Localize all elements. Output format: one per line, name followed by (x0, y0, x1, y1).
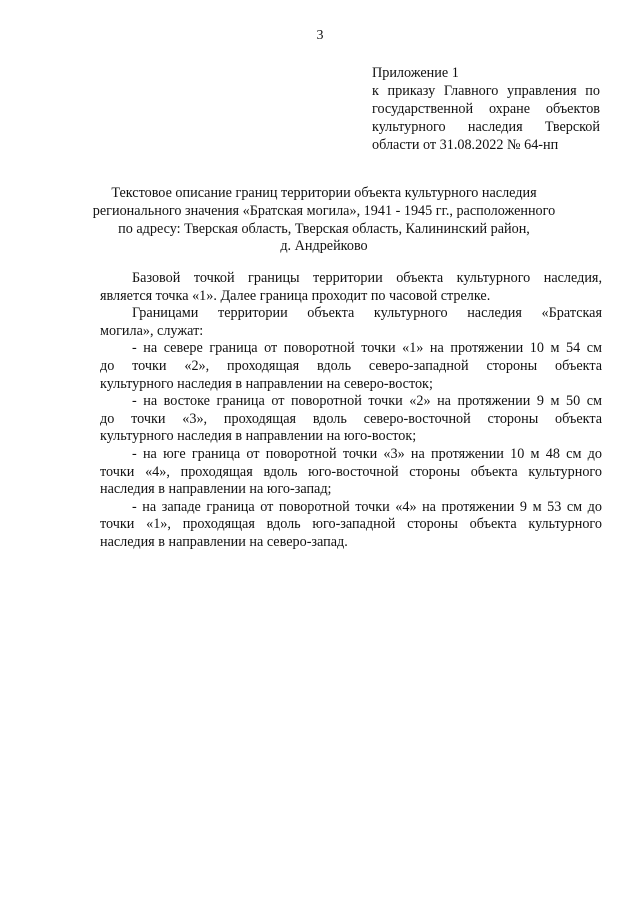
appendix-header (372, 64, 600, 154)
page-number: 3 (316, 28, 324, 43)
title-line: регионального значения «Братская могила», 1941 - 1945 гг., расположенного (92, 202, 556, 219)
body-line: - на западе граница от поворотной точки «4» на протяжении 9 м 53 см до (132, 498, 602, 515)
body-line: точки «1», проходящая вдоль юго-западной стороны объекта культурного (100, 516, 602, 533)
body-line: могила», служат: (100, 322, 204, 339)
document-body (100, 270, 602, 552)
body-line: Границами территории объекта культурного наследия «Братская (132, 305, 602, 322)
appendix-line: Приложение 1 (372, 65, 459, 81)
title-line: д. Андрейково (280, 238, 368, 255)
body-line: - на юге граница от поворотной точки «3» на протяжении 10 м 48 см до (132, 445, 602, 462)
body-line: наследия в направлении на северо-запад. (100, 533, 348, 550)
appendix-line: культурного наследия Тверской (372, 119, 600, 135)
body-line: является точка «1». Далее граница проходит по часовой стрелке. (100, 287, 491, 304)
body-line: - на востоке граница от поворотной точки «2» на протяжении 9 м 50 см (132, 393, 602, 410)
appendix-line: государственной охране объектов (372, 101, 600, 117)
document-title (92, 185, 556, 256)
appendix-line: к приказу Главного управления по (372, 83, 600, 99)
title-line: по адресу: Тверская область, Тверская область, Калининский район, (118, 220, 530, 237)
body-line: точки «4», проходящая вдоль юго-восточной стороны объекта культурного (100, 463, 602, 480)
body-line: до точки «2», проходящая вдоль северо-западной стороны объекта (100, 357, 602, 374)
body-line: наследия в направлении на юго-запад; (100, 481, 332, 498)
title-line: Текстовое описание границ территории объекта культурного наследия (111, 185, 537, 201)
body-line: Базовой точкой границы территории объекта культурного наследия, (132, 270, 602, 286)
body-line: - на севере граница от поворотной точки «1» на протяжении 10 м 54 см (132, 340, 602, 357)
body-line: до точки «3», проходящая вдоль северо-восточной стороны объекта (100, 410, 602, 427)
appendix-line: области от 31.08.2022 № 64-нп (372, 137, 559, 153)
body-line: культурного наследия в направлении на северо-восток; (100, 375, 433, 392)
body-line: культурного наследия в направлении на юго-восток; (100, 428, 417, 445)
